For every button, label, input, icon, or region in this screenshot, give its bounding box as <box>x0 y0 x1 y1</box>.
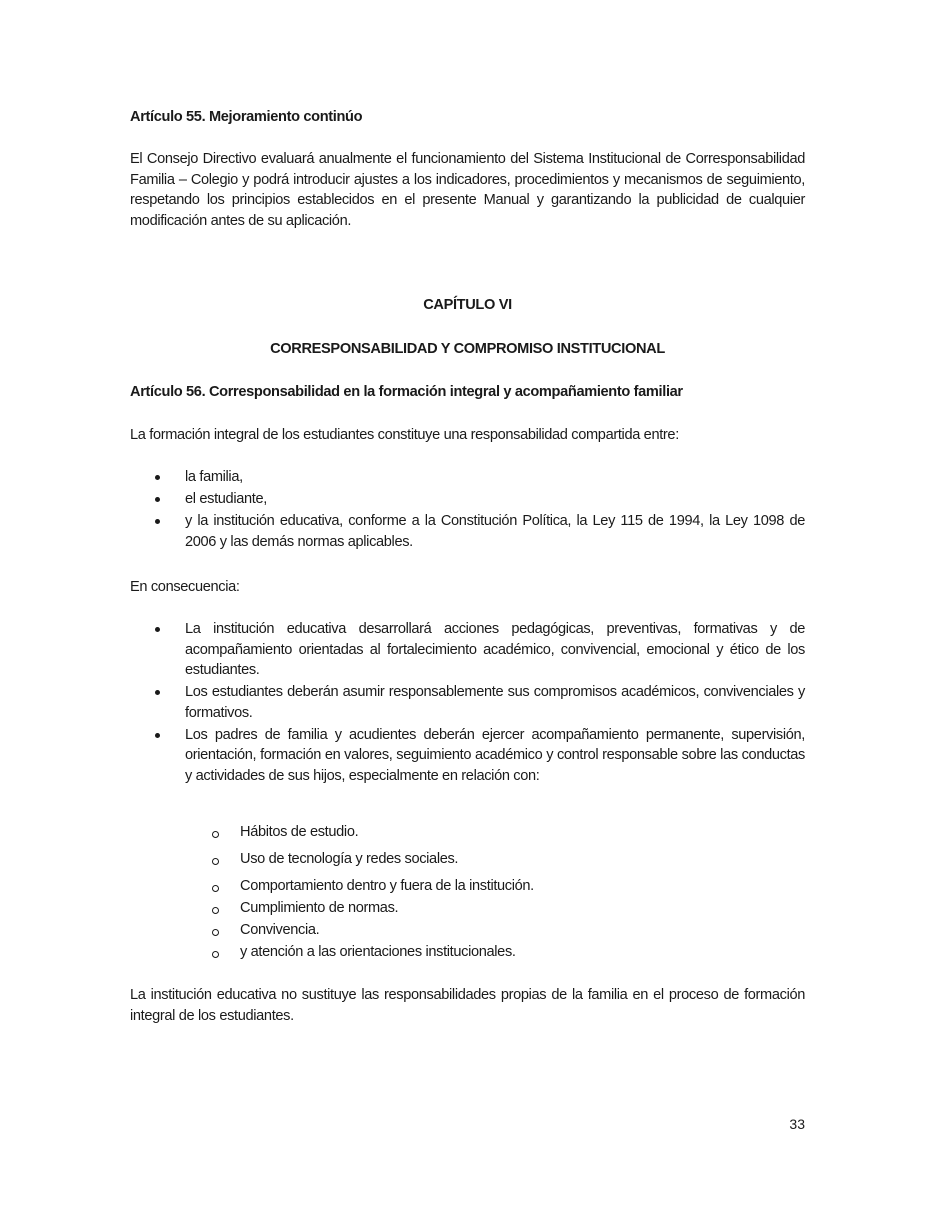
article-55-title: Artículo 55. Mejoramiento continúo <box>130 109 363 125</box>
circle-bullet-icon <box>212 929 219 936</box>
circle-bullet-icon <box>212 858 219 865</box>
circle-bullet-icon <box>212 885 219 892</box>
list-item: La institución educativa desarrollará acciones pedagógicas, preventivas, formativas y de acompañamiento orientadas al fortalecimiento académico, convivencial, emocional y ético de los estudiantes. <box>130 619 805 681</box>
chapter-number: CAPÍTULO VI <box>423 297 512 313</box>
circle-bullet-icon <box>212 907 219 914</box>
consequences-list <box>130 619 805 788</box>
chapter-title: CORRESPONSABILIDAD Y COMPROMISO INSTITUCIONAL <box>270 341 665 357</box>
list-item: Cumplimiento de normas. <box>130 898 805 920</box>
article-56-intro: La formación integral de los estudiantes constituye una responsabilidad compartida entre: <box>130 427 679 443</box>
article-55-body: El Consejo Directivo evaluará anualmente el funcionamiento del Sistema Institucional de Corresponsabilidad Familia – Colegio y podrá introducir ajustes a los indicadores, procedimientos y mecanismos de seguimiento, respetando los principios establecidos en el presente Manual y garantizando la publicidad de cualquier modificación antes de su aplicación. <box>130 151 805 229</box>
list-item: Los padres de familia y acudientes deberán ejercer acompañamiento permanente, supervisión, orientación, formación en valores, seguimiento académico y control responsable sobre las conductas y actividades de sus hijos, especialmente en relación con: <box>130 725 805 787</box>
list-item: Los estudiantes deberán asumir responsablemente sus compromisos académicos, convivenciales y formativos. <box>130 682 805 723</box>
bullet-icon <box>155 690 160 695</box>
list-item: Hábitos de estudio. <box>130 822 805 849</box>
list-item: la familia, <box>130 467 805 488</box>
parties-list <box>130 467 805 554</box>
bullet-icon <box>155 497 160 502</box>
list-item: Uso de tecnología y redes sociales. <box>130 849 805 876</box>
list-item: y atención a las orientaciones institucionales. <box>130 942 805 964</box>
list-item: Comportamiento dentro y fuera de la institución. <box>130 876 805 898</box>
bullet-icon <box>155 519 160 524</box>
article-56-title: Artículo 56. Corresponsabilidad en la formación integral y acompañamiento familiar <box>130 384 683 400</box>
consequence-label: En consecuencia: <box>130 579 240 595</box>
circle-bullet-icon <box>212 951 219 958</box>
page-number: 33 <box>789 1116 805 1132</box>
list-item: el estudiante, <box>130 489 805 510</box>
bullet-icon <box>155 733 160 738</box>
circle-bullet-icon <box>212 831 219 838</box>
habits-sublist <box>130 822 805 964</box>
bullet-icon <box>155 475 160 480</box>
list-item: y la institución educativa, conforme a la Constitución Política, la Ley 115 de 1994, la Ley 1098 de 2006 y las demás normas aplicables. <box>130 511 805 552</box>
article-56-closing: La institución educativa no sustituye las responsabilidades propias de la familia en el proceso de formación integral de los estudiantes. <box>130 987 805 1024</box>
bullet-icon <box>155 627 160 632</box>
list-item: Convivencia. <box>130 920 805 942</box>
